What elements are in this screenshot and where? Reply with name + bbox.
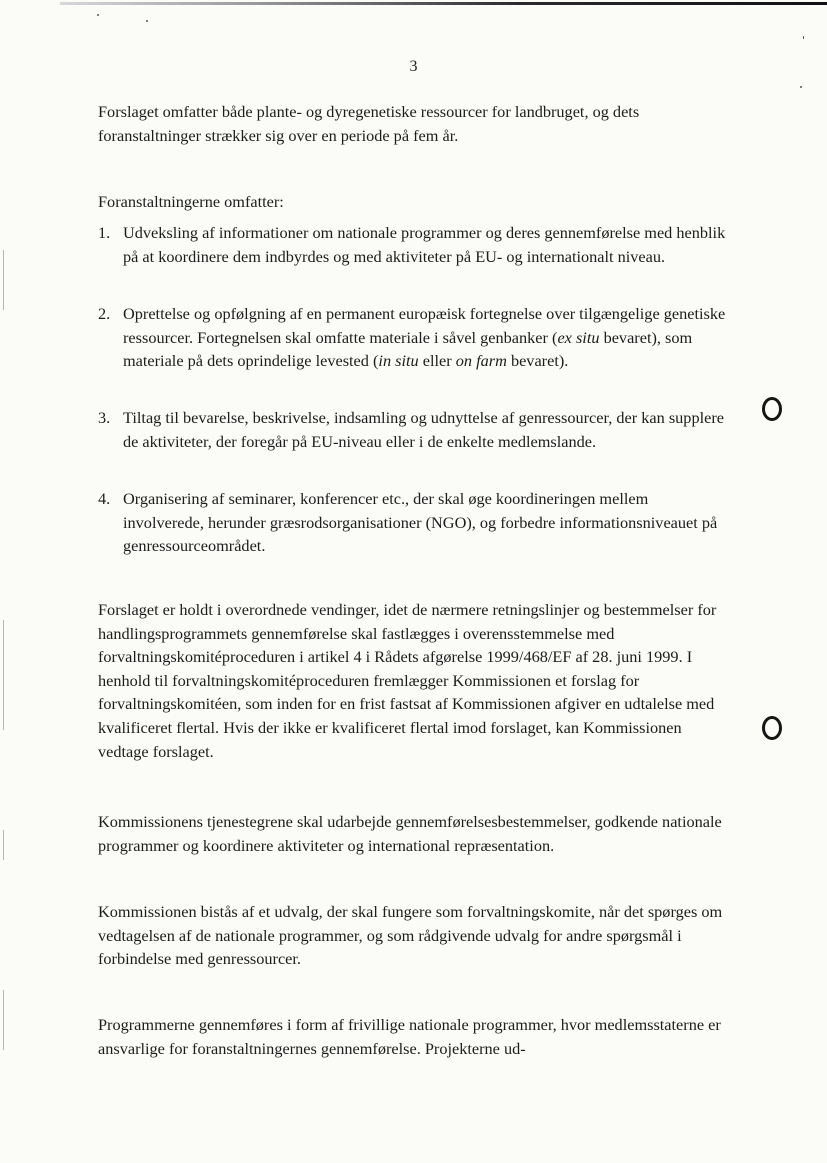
list-item-text: Tiltag til bevarelse, beskrivelse, indsamling og udnyttelse af genressourcer, der kan supplere de aktiviteter, der foregår på EU-niveau eller i de enkelte medlemslande. bbox=[123, 408, 724, 451]
list-item-text: Udveksling af informationer om nationale programmer og deres gennemførelse med henblik på at koordinere dem indbyrdes og med aktiviteter på EU- og internationalt niveau. bbox=[123, 223, 726, 266]
paragraph-committee: Kommissionen bistås af et udvalg, der skal fungere som forvaltningskomite, når det spørges om vedtagelsen af de nationale programmer, og som rådgivende udvalg for andre spørgsmål i forbindelse med genressourcer. bbox=[98, 902, 723, 969]
paragraph-intro: Forslaget omfatter både plante- og dyregenetiske ressourcer for landbruget, og dets foranstaltninger strækker sig over en periode på fem år. bbox=[98, 102, 640, 145]
list-item-number: 3. bbox=[98, 408, 111, 427]
scan-speck bbox=[803, 36, 804, 39]
list-item-number: 2. bbox=[98, 304, 111, 323]
scan-edge-mark bbox=[3, 830, 4, 860]
scan-edge-mark bbox=[3, 250, 4, 310]
scan-edge-mark bbox=[3, 620, 4, 730]
list-item-number: 1. bbox=[98, 223, 111, 242]
page-number: 3 bbox=[409, 58, 418, 75]
scan-speck bbox=[97, 14, 99, 16]
list-item-number: 4. bbox=[98, 489, 111, 508]
list-item-text: Organisering af seminarer, konferencer etc., der skal øge koordineringen mellem involverede, herunder græsrodsorganisationer (NGO), og forbedre informationsniveauet på genressourceområdet. bbox=[123, 489, 718, 556]
punch-hole-mark bbox=[762, 397, 782, 421]
scan-edge-mark bbox=[3, 990, 4, 1050]
paragraph-implementation: Programmerne gennemføres i form af frivillige nationale programmer, hvor medlemsstaterne er ansvarlige for foranstaltningernes gennemførelse. Projekterne ud- bbox=[98, 1015, 721, 1058]
list-item-text: Oprettelse og opfølgning af en permanent europæisk fortegnelse over tilgængelige genetiske ressourcer. Fortegnelsen skal omfatte materiale i såvel genbanker (ex situ bevaret), som materiale på dets oprindelige levested (in situ eller on farm bevaret). bbox=[123, 304, 726, 371]
scan-speck bbox=[146, 20, 148, 22]
paragraph-procedure: Forslaget er holdt i overordnede vendinger, idet de nærmere retningslinjer og bestemmelser for handlingsprogrammets gennemførelse skal fastlægges i overensstemmelse med forvaltningskomitéproceduren i artikel 4 i Rådets afgørelse 1999/468/EF af 28. juni 1999. I henhold til forvaltningskomitéproceduren fremlægger Kommissionen et forslag for forvaltningskomitéen, som inden for en frist fastsat af Kommissionen afgiver en udtalelse med kvalificeret flertal. Hvis der ikke er kvalificeret flertal imod forslaget, kan Kommissionen vedtage forslaget. bbox=[98, 600, 717, 761]
scan-speck bbox=[800, 86, 802, 88]
punch-hole-mark bbox=[762, 716, 782, 740]
measures-heading: Foranstaltningerne omfatter: bbox=[98, 192, 284, 211]
paragraph-services: Kommissionens tjenestegrene skal udarbejde gennemførelsesbestemmelser, godkende nationale programmer og koordinere aktiviteter og international repræsentation. bbox=[98, 812, 722, 855]
top-scan-rule bbox=[60, 2, 827, 5]
